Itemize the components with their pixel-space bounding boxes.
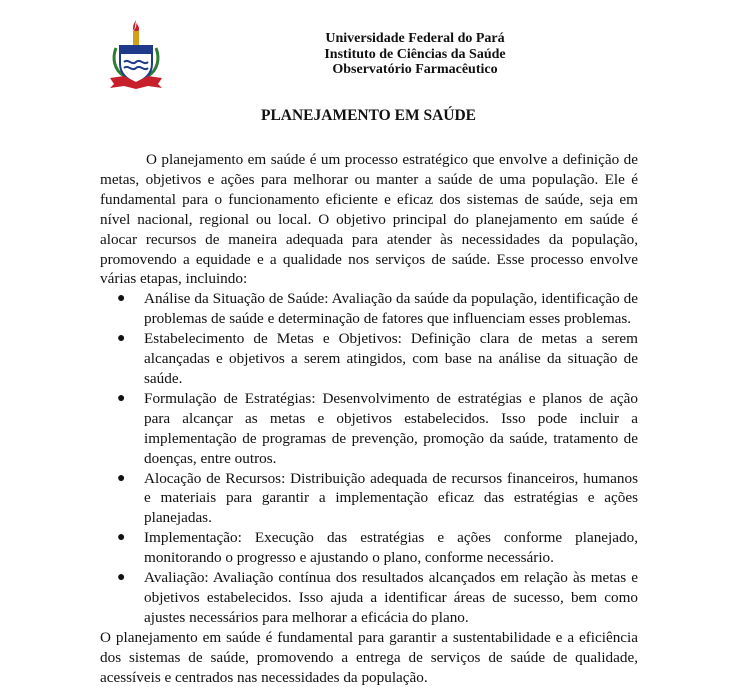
- document-title: PLANEJAMENTO EM SAÚDE: [260, 107, 476, 124]
- observatory-name: Observatório Farmacêutico: [332, 62, 498, 77]
- steps-list: [100, 289, 638, 627]
- university-coat-of-arms-icon: [106, 18, 166, 90]
- document-body: [100, 150, 638, 687]
- list-item: [117, 329, 638, 389]
- list-item-text: Estabelecimento de Metas e Objetivos: Definição clara de metas a serem alcançadas e objetivos a serem atingidos, com base na análise da situação de saúde.: [144, 330, 638, 387]
- bullet-icon: ●: [117, 291, 126, 307]
- list-item: [117, 469, 638, 529]
- list-item: [117, 389, 638, 469]
- bullet-icon: ●: [117, 570, 126, 586]
- bullet-icon: ●: [117, 390, 126, 406]
- closing-paragraph: O planejamento em saúde é fundamental para garantir a sustentabilidade e a eficiência dos sistemas de saúde, promovendo a entrega de serviços de saúde de qualidade, acessíveis e centrados nas necessidades da população.: [100, 628, 638, 686]
- list-item: [117, 568, 638, 628]
- list-item-text: Análise da Situação de Saúde: Avaliação da saúde da população, identificação de problemas de saúde e determinação de fatores que influenciam esses problemas.: [144, 290, 638, 328]
- bullet-icon: ●: [117, 331, 126, 347]
- list-item-text: Formulação de Estratégias: Desenvolvimento de estratégias e planos de ação para alcançar as metas e objetivos estabelecidos. Isso pode incluir a implementação de programas de prevenção, promoção da saúde, tratamento de doenças, entre outros.: [144, 389, 638, 467]
- intro-paragraph: O planejamento em saúde é um processo estratégico que envolve a definição de metas, objetivos e ações para melhorar ou manter a saúde de uma população. Ele é fundamental para o funcionamento eficiente e eficaz dos sistemas de saúde, seja em nível nacional, regional ou local. O objetivo principal do planejamento em saúde é alocar recursos de maneira adequada para atender às necessidades da população, promovendo a equidade e a qualidade nos serviços de saúde. Esse processo envolve várias etapas, incluindo:: [100, 151, 638, 288]
- list-item: [117, 289, 638, 329]
- bullet-icon: ●: [117, 530, 126, 546]
- bullet-icon: ●: [117, 470, 126, 486]
- institution-header: [265, 31, 565, 78]
- list-item-text: Implementação: Execução das estratégias e ações conforme planejado, monitorando o progresso e ajustando o plano, conforme necessário.: [144, 529, 638, 567]
- institute-name: Instituto de Ciências da Saúde: [324, 46, 506, 62]
- university-name: Universidade Federal do Pará: [325, 31, 505, 46]
- list-item-text: Alocação de Recursos: Distribuição adequada de recursos financeiros, humanos e materiais para garantir a implementação eficaz das estratégias e ações planejadas.: [144, 469, 638, 527]
- list-item-text: Avaliação: Avaliação contínua dos resultados alcançados em relação às metas e objetivos estabelecidos. Isso ajuda a identificar áreas de sucesso, bem como ajustes necessários para melhorar a eficácia do plano.: [144, 569, 638, 626]
- list-item: [117, 528, 638, 568]
